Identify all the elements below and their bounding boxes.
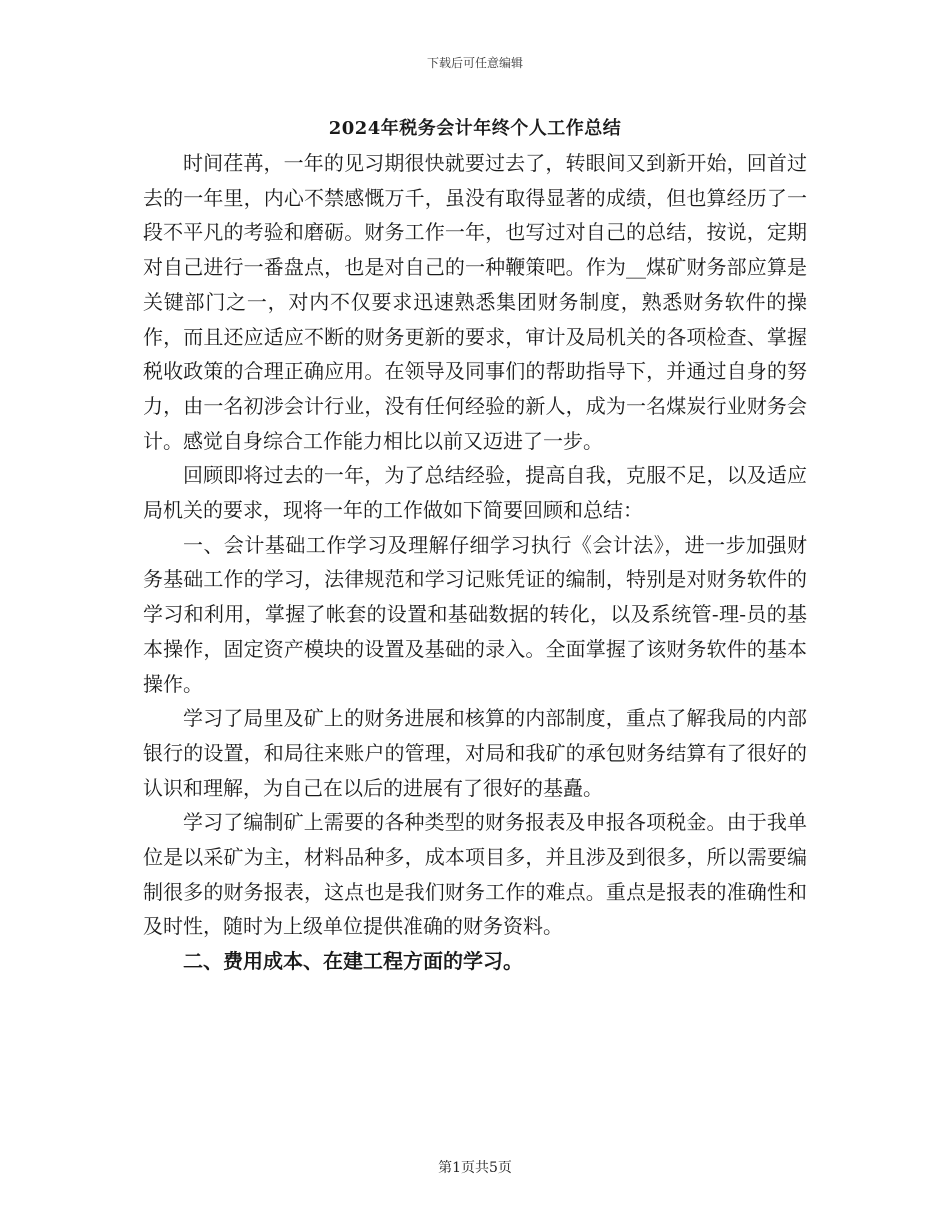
page-header: 下载后可任意编辑 (426, 56, 523, 70)
paragraph-review: 回顾即将过去的一年，为了总结经验，提高自我，克服不足，以及适应局机关的要求，现将一年的工作做如下简要回顾和总结： (143, 463, 807, 523)
section-heading-two: 二、费用成本、在建工程方面的学习。 (183, 949, 523, 974)
paragraph-reports: 学习了编制矿上需要的各种类型的财务报表及申报各项税金。由于我单位是以采矿为主，材料品种多，成本项目多，并且涉及到很多，所以需要编制很多的财务报表，这点也是我们财务工作的难点。重点是报表的准确性和及时性，随时为上级单位提供准确的财务资料。 (143, 810, 807, 939)
document-body (143, 146, 807, 979)
page-footer: 第1页共5页 (438, 1160, 512, 1176)
document-title: 2024年税务会计年终个人工作总结 (328, 118, 622, 139)
paragraph-internal-system: 学习了局里及矿上的财务进展和核算的内部制度，重点了解我局的内部银行的设置，和局往来账户的管理，对局和我矿的承包财务结算有了很好的认识和理解，为自己在以后的进展有了很好的基矗。 (143, 706, 807, 800)
paragraph-section-one: 一、会计基础工作学习及理解仔细学习执行《会计法》，进一步加强财务基础工作的学习，法律规范和学习记账凭证的编制，特别是对财务软件的学习和利用，掌握了帐套的设置和基础数据的转化，以及系统管-理-员的基本操作，固定资产模块的设置及基础的录入。全面掌握了该财务软件的基本操作。 (143, 532, 807, 696)
paragraph-intro: 时间荏苒，一年的见习期很快就要过去了，转眼间又到新开始，回首过去的一年里，内心不禁感慨万千，虽没有取得显著的成绩，但也算经历了一段不平凡的考验和磨砺。财务工作一年，也写过对自己的总结，按说，定期对自己进行一番盘点，也是对自己的一种鞭策吧。作为__煤矿财务部应算是关键部门之一，对内不仅要求迅速熟悉集团财务制度，熟悉财务软件的操作，而且还应适应不断的财务更新的要求，审计及局机关的各项检查、掌握税收政策的合理正确应用。在领导及同事们的帮助指导下，并通过自身的努力，由一名初涉会计行业，没有任何经验的新人，成为一名煤炭行业财务会计。感觉自身综合工作能力相比以前又迈进了一步。 (143, 151, 807, 453)
